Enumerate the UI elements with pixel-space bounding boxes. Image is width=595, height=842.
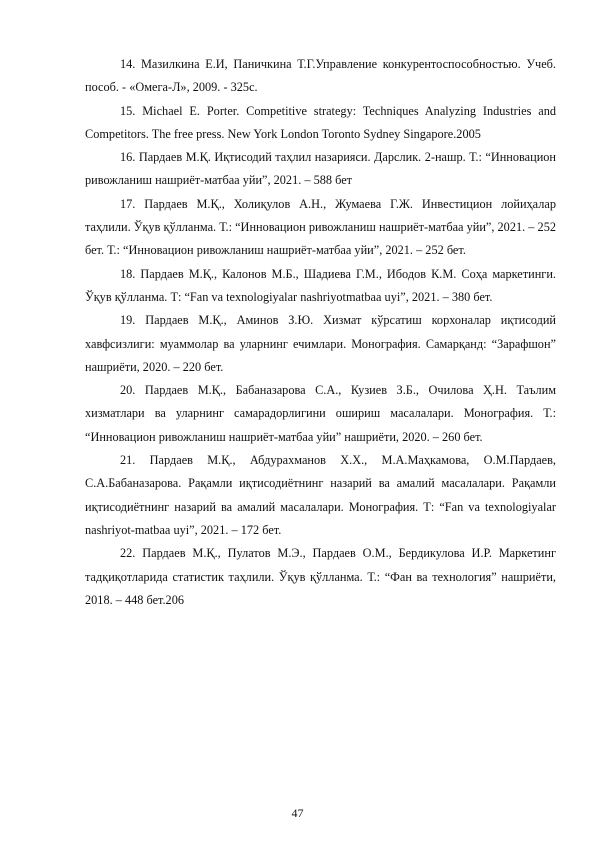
reference-item-17: 17. Пардаев М.Қ., Холиқулов А.Н., Жумаева Г.Ж. Инвестицион лойиҳалар таҳлили. Ўқув қўлланма. Т.: “Инновацион ривожланиш нашриёт-матбаа уйи”, 2021. – 252 бет. Т.: “Инновацион ривожланиш нашриёт-матбаа уйи”, 2021. – 252 бет. <box>85 196 556 258</box>
reference-list <box>85 53 556 612</box>
reference-item-18: 18. Пардаев М.Қ., Калонов М.Б., Шадиева Г.М., Ибодов К.М. Соҳа маркетинги. Ўқув қўлланма. Т: “Fan va texnologiyalar nashriyotmatbaa uyi”, 2021. – 380 бет. <box>85 266 556 304</box>
reference-item-22: 22. Пардаев М.Қ., Пулатов М.Э., Пардаев О.М., Бердикулова И.Р. Маркетинг тадқиқотларида статистик таҳлили. Ўқув қўлланма. Т.: “Фан ва технология” нашриёти, 2018. – 448 бет.206 <box>85 546 556 607</box>
reference-item-20: 20. Пардаев М.Қ., Бабаназарова С.А., Кузиев З.Б., Очилова Ҳ.Н. Таълим хизматлари ва уларнинг самарадорлигини ошириш масалалари. Монография. Т.: “Инновацион ривожланиш нашриёт-матбаа уйи” нашриёти, 2020. – 260 бет. <box>85 383 556 444</box>
reference-item-14: 14. Мазилкина Е.И, Паничкина Т.Г.Управление конкурентоспособностью. Учеб. пособ. - «Омега-Л», 2009. - 325с. <box>85 57 556 95</box>
reference-item-19: 19. Пардаев М.Қ., Аминов З.Ю. Хизмат кўрсатиш корхоналар иқтисодий хавфсизлиги: муаммолар ва уларнинг ечимлари. Монография. Самарқанд: “Зарафшон” нашриёти, 2020. – 220 бет. <box>85 313 556 374</box>
page-number: 47 <box>291 806 304 820</box>
reference-item-21: 21. Пардаев М.Қ., Абдурахманов Х.Х., М.А.Маҳкамова, О.М.Пардаев, С.А.Бабаназарова. Рақамли иқтисодиётнинг назарий ва амалий масалалари. Рақамли иқтисодиётнинг назарий ва амалий масалалари. Монография. Т: “Fan va texnologiyalar nashriyot-matbaa uyi”, 2021. – 172 бет. <box>85 453 556 537</box>
reference-item-15: 15. Michael E. Porter. Competitive strategy: Techniques Analyzing Industries and Competitors. The free press. New York London Toronto Sydney Singapore.2005 <box>85 103 556 141</box>
reference-item-16: 16. Пардаев М.Қ. Иқтисодий таҳлил назарияси. Дарслик. 2-нашр. Т.: “Инновацион ривожланиш нашриёт-матбаа уйи”, 2021. – 588 бет <box>85 150 556 188</box>
